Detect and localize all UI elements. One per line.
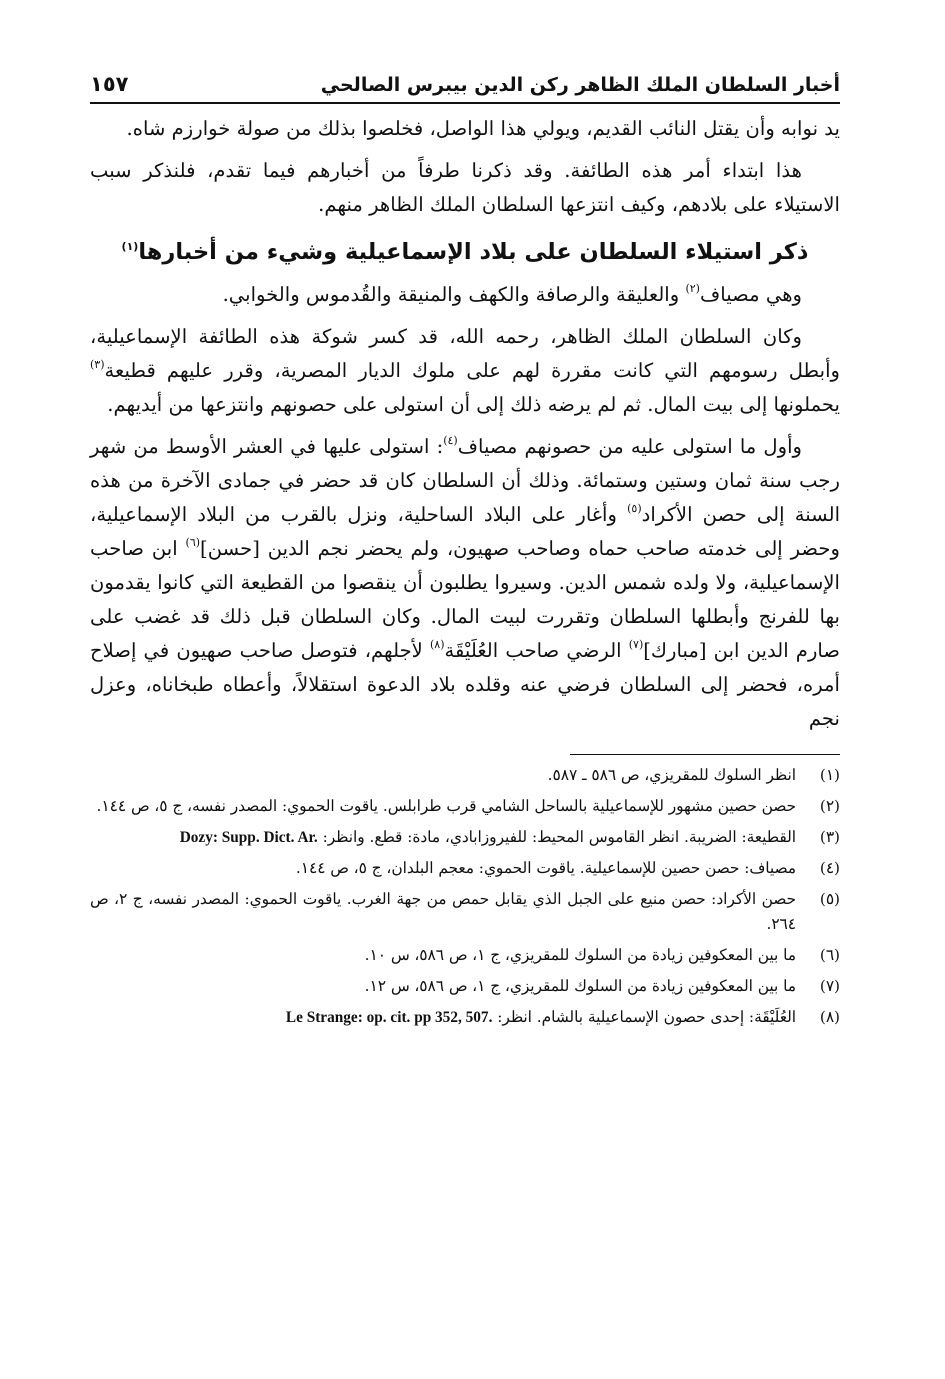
footnotes [90,763,840,1030]
footnote-text: القطيعة: الضريبة. انظر القاموس المحيط: للفيروزابادي، مادة: قطع. وانظر: [317,828,796,846]
text-run: والعليقة والرصافة والكهف والمنيقة والقُدموس والخوابي. [222,283,686,306]
footnote-number: (٦) [819,946,840,964]
footnote-text: العُلَيْقَة: إحدى حصون الإسماعيلية بالشام. انظر: [492,1008,796,1026]
footnote [90,825,840,850]
footnote-ref: (٧) [628,638,644,651]
section-heading-text: ذكر استيلاء السلطان على بلاد الإسماعيلية وشيء من أخبارها [138,239,809,265]
footnote-number: (٥) [819,890,840,908]
footnote [90,1005,840,1030]
footnote-ref: (١) [121,240,139,253]
text-run: وكان السلطان الملك الظاهر، رحمه الله، قد كسر شوكة هذه الطائفة الإسماعيلية، وأبطل رسومهم التي كانت مقررة لهم على ملوك الديار المصرية، وقرر عليهم قطيعة [90,325,840,382]
text-run: لأجلهم، فتوصل صاحب صهيون في إصلاح أمره، فحضر إلى السلطان فرضي عنه وقلده بلاد الدعوة استقلالاً، وأعطاه طبخاناه، وعزل نجم [90,639,840,730]
footnote-latin-reference: Dozy: Supp. Dict. Ar. [179,829,318,846]
text-run: وأغار على البلاد الساحلية، ونزل بالقرب من البلاد الإسماعيلية، وحضر إلى خدمته صاحب حماه وصاحب صهيون، ولم يحضر نجم الدين [حسن] [90,503,840,560]
text-run: يحملونها إلى بيت المال. ثم لم يرضه ذلك إلى أن استولى على حصونهم وانتزعها من أيديهم. [107,393,840,416]
footnote-ref: (٦) [185,536,201,549]
running-header [90,72,840,104]
text-run: : استولى عليها في العشر الأوسط من شهر رجب سنة ثمان وستين وستمائة. وذلك أن السلطان كان قد حضر في جمادى الآخرة من هذه السنة إلى حصن الأكراد [90,435,841,526]
footnote-text-wrap [90,1005,796,1030]
footnote-number: (٤) [819,859,840,877]
footnote-text: ما بين المعكوفين زيادة من السلوك للمقريزي، ج ١، ص ٥٨٦، س ١٢. [364,977,796,995]
footnote-ref: (٨) [430,638,445,651]
paragraph-castles-list [90,278,840,312]
book-page [90,72,840,1036]
page-number: ١٥٧ [90,72,129,96]
footnote-number: (٢) [819,797,840,815]
footnote-number: (٨) [819,1008,840,1026]
paragraph-continuation: يد نوابه وأن يقتل النائب القديم، ويولي هذا الواصل، فخلصوا بذلك من صولة خوارزم شاه. [126,117,840,140]
footnote-number: (١) [819,766,840,784]
section-heading [90,232,840,272]
footnote-number: (٣) [819,828,840,846]
footnote-ref: (٢) [685,282,700,295]
footnote-ref: (٣) [90,358,105,371]
paragraph-masyaf [90,430,840,736]
footnote-ref: (٤) [443,434,458,447]
running-title: أخبار السلطان الملك الظاهر ركن الدين بيبرس الصالحي [320,74,840,96]
footnote-text: انظر السلوك للمقريزي، ص ٥٨٦ ـ ٥٨٧. [547,766,796,784]
footnote [90,943,840,968]
text-run: وأول ما استولى عليه من حصونهم مصياف [457,435,802,458]
paragraph-intro: هذا ابتداء أمر هذه الطائفة. وقد ذكرنا طرفاً من أخبارهم فيما تقدم، فلنذكر سبب الاستيلاء على بلادهم، وكيف انتزعها السلطان الملك الظاهر منهم. [90,159,840,216]
footnote-ref: (٥) [627,502,642,515]
main-text [90,112,840,736]
footnote-text: حصن الأكراد: حصن منيع على الجبل الذي يقابل حمص من جهة الغرب. ياقوت الحموي: المصدر نفسه، ج ٢، ص ٢٦٤. [90,890,796,933]
footnote-latin-reference: Le Strange: op. cit. pp 352, 507. [285,1009,493,1026]
footnote-text: مصياف: حصن حصين للإسماعيلية. ياقوت الحموي: معجم البلدان، ج ٥، ص ١٤٤. [295,859,796,877]
footnote [90,887,840,937]
footnote-separator [570,754,840,755]
text-run: الرضي صاحب العُلَيْقَة [444,639,629,662]
footnote [90,856,840,881]
footnote [90,974,840,999]
text-run: ابن صاحب الإسماعيلية، ولا ولده شمس الدين. وسيروا يطلبون أن ينقصوا من القطيعة التي كانوا يقدمون بها للفرنج وأبطلها السلطان وتقررت لبيت المال. وكان السلطان قبل ذلك قد غضب على صارم الدين ابن [مبارك] [90,537,841,662]
footnote-text: ما بين المعكوفين زيادة من السلوك للمقريزي، ج ١، ص ٥٨٦، س ١٠. [364,946,796,964]
footnote-text-wrap [90,825,796,850]
paragraph-sultan [90,320,840,422]
text-run: وهي مصياف [699,283,802,306]
footnote [90,794,840,819]
footnote-number: (٧) [819,977,840,995]
footnote-text: حصن حصين مشهور للإسماعيلية بالساحل الشامي قرب طرابلس. ياقوت الحموي: المصدر نفسه، ج ٥، ص ١٤٤. [96,797,796,815]
footnote [90,763,840,788]
